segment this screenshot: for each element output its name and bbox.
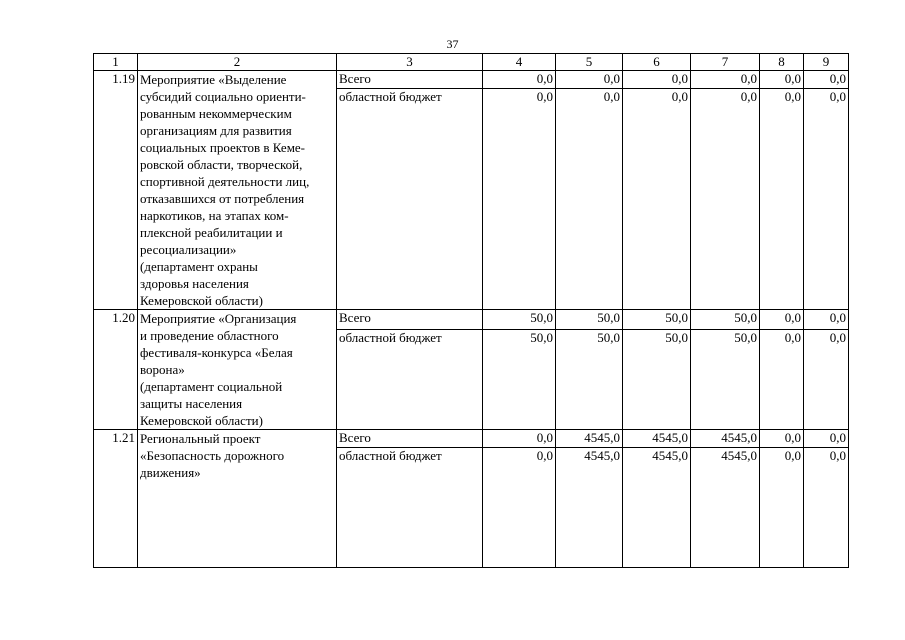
column-header: 6 xyxy=(623,54,691,71)
row-description xyxy=(138,310,337,430)
value-cell: 50,0 xyxy=(556,310,623,330)
value-cell: 50,0 xyxy=(556,330,623,430)
value-cell: 0,0 xyxy=(760,448,804,568)
description-line: фестиваля-конкурса «Белая xyxy=(140,345,293,360)
value-cell: 0,0 xyxy=(691,89,760,310)
column-header: 4 xyxy=(483,54,556,71)
description-line: «Безопасность дорожного xyxy=(140,448,285,463)
funding-source: Всего xyxy=(337,430,483,448)
row-number: 1.21 xyxy=(94,430,138,568)
funding-source: Всего xyxy=(337,71,483,89)
header-row xyxy=(94,54,849,71)
column-header: 2 xyxy=(138,54,337,71)
description-line: спортивной деятельности лиц, xyxy=(140,174,310,189)
value-cell: 0,0 xyxy=(483,89,556,310)
value-cell: 0,0 xyxy=(804,71,849,89)
value-cell: 4545,0 xyxy=(691,430,760,448)
value-cell: 4545,0 xyxy=(556,448,623,568)
description-line: организациям для развития xyxy=(140,123,292,138)
row-description xyxy=(138,430,337,568)
value-cell: 50,0 xyxy=(623,310,691,330)
page-number: 37 xyxy=(446,37,459,51)
description-line: (департамент социальной xyxy=(140,379,283,394)
value-cell: 0,0 xyxy=(760,430,804,448)
description-line: Региональный проект xyxy=(140,431,261,446)
description-line: Мероприятие «Выделение xyxy=(140,72,287,87)
funding-source: областной бюджет xyxy=(337,330,483,430)
description-line: (департамент охраны xyxy=(140,259,258,274)
column-header: 5 xyxy=(556,54,623,71)
description-line: наркотиков, на этапах ком- xyxy=(140,208,289,223)
column-header: 7 xyxy=(691,54,760,71)
value-cell: 4545,0 xyxy=(691,448,760,568)
row-description xyxy=(138,71,337,310)
value-cell: 0,0 xyxy=(483,71,556,89)
column-header: 3 xyxy=(337,54,483,71)
funding-source: Всего xyxy=(337,310,483,330)
value-cell: 0,0 xyxy=(483,430,556,448)
value-cell: 50,0 xyxy=(691,330,760,430)
value-cell: 0,0 xyxy=(623,89,691,310)
description-line: Кемеровской области) xyxy=(140,413,263,428)
value-cell: 50,0 xyxy=(623,330,691,430)
description-line: защиты населения xyxy=(140,396,243,411)
value-cell: 50,0 xyxy=(483,330,556,430)
value-cell: 0,0 xyxy=(556,71,623,89)
value-cell: 0,0 xyxy=(760,330,804,430)
value-cell: 0,0 xyxy=(556,89,623,310)
description-line: субсидий социально ориенти- xyxy=(140,89,306,104)
description-line: социальных проектов в Кеме- xyxy=(140,140,306,155)
funding-source: областной бюджет xyxy=(337,448,483,568)
value-cell: 0,0 xyxy=(760,89,804,310)
description-line: ресоциализации» xyxy=(140,242,237,257)
value-cell: 50,0 xyxy=(691,310,760,330)
description-line: плексной реабилитации и xyxy=(140,225,283,240)
column-header: 9 xyxy=(804,54,849,71)
description-line: ровской области, творческой, xyxy=(140,157,303,172)
description-line: Кемеровской области) xyxy=(140,293,263,308)
value-cell: 0,0 xyxy=(804,89,849,310)
value-cell: 0,0 xyxy=(691,71,760,89)
value-cell: 0,0 xyxy=(804,330,849,430)
row-number: 1.19 xyxy=(94,71,138,310)
description-line: Мероприятие «Организация xyxy=(140,311,297,326)
value-cell: 0,0 xyxy=(804,448,849,568)
value-cell: 50,0 xyxy=(483,310,556,330)
table-row xyxy=(94,310,849,330)
funding-source: областной бюджет xyxy=(337,89,483,310)
table-row xyxy=(94,430,849,448)
row-number: 1.20 xyxy=(94,310,138,430)
description-line: ворона» xyxy=(140,362,185,377)
value-cell: 4545,0 xyxy=(556,430,623,448)
table-row xyxy=(94,71,849,89)
description-line: движения» xyxy=(140,465,201,480)
value-cell: 0,0 xyxy=(483,448,556,568)
budget-table xyxy=(93,53,849,568)
value-cell: 0,0 xyxy=(623,71,691,89)
value-cell: 4545,0 xyxy=(623,430,691,448)
column-header: 1 xyxy=(94,54,138,71)
value-cell: 0,0 xyxy=(804,310,849,330)
description-line: и проведение областного xyxy=(140,328,279,343)
column-header: 8 xyxy=(760,54,804,71)
value-cell: 0,0 xyxy=(760,71,804,89)
description-line: рованным некоммерческим xyxy=(140,106,292,121)
value-cell: 0,0 xyxy=(760,310,804,330)
description-line: отказавшихся от потребления xyxy=(140,191,305,206)
description-line: здоровья населения xyxy=(140,276,249,291)
value-cell: 4545,0 xyxy=(623,448,691,568)
value-cell: 0,0 xyxy=(804,430,849,448)
